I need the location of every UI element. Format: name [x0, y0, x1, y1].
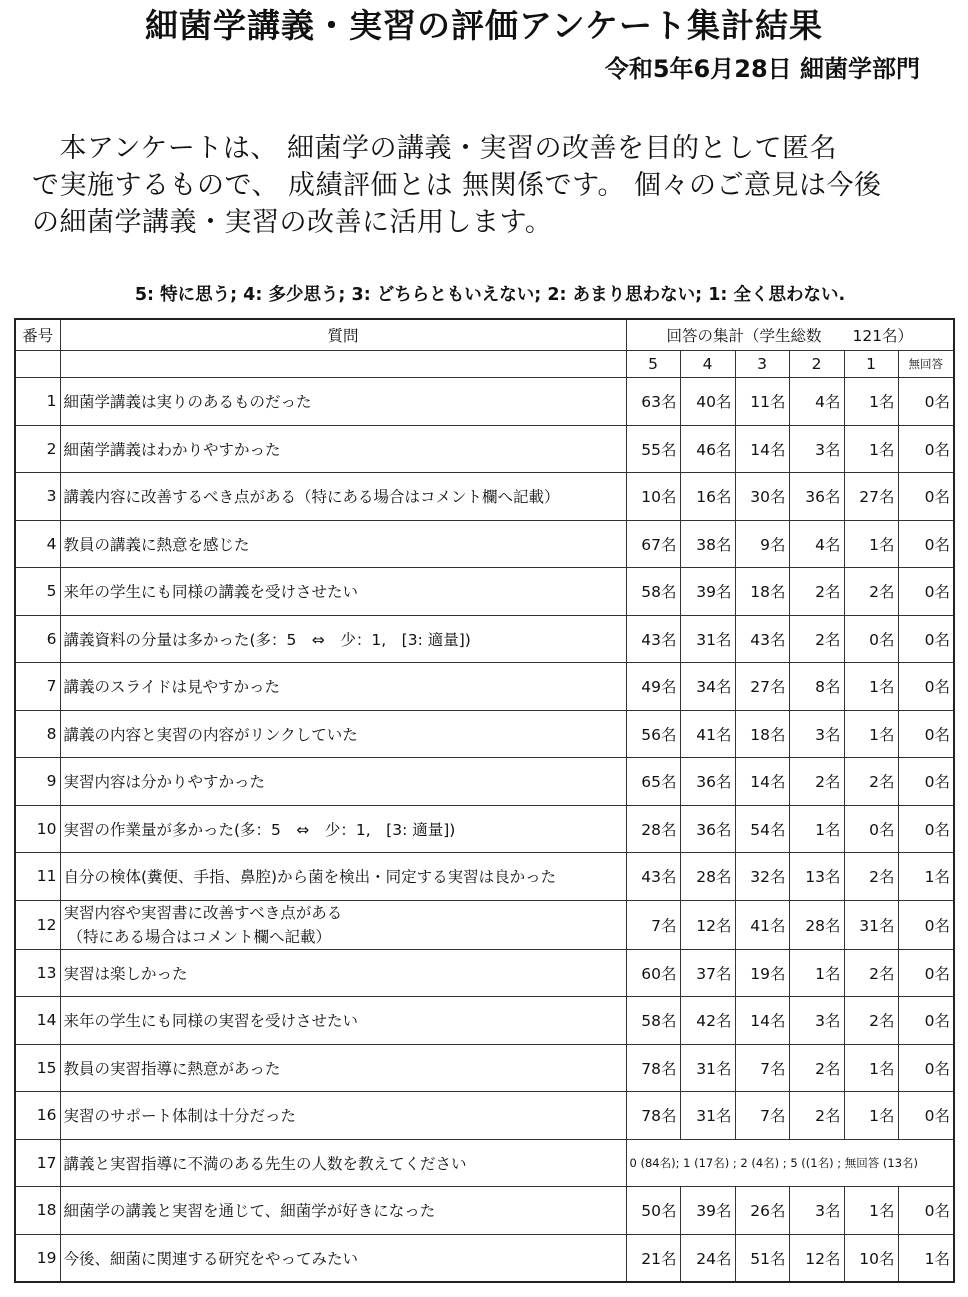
row-count-1: 31名 — [844, 900, 898, 949]
row-count-no-answer: 0名 — [898, 949, 954, 997]
row-count-1: 1名 — [844, 663, 898, 711]
table-row — [15, 1187, 954, 1235]
row-count-no-answer: 1名 — [898, 1234, 954, 1282]
row-number: 10 — [15, 805, 60, 853]
row-count-4: 39名 — [680, 568, 735, 616]
row-count-3: 41名 — [735, 900, 789, 949]
table-header-row — [15, 319, 954, 351]
row-count-1: 0名 — [844, 615, 898, 663]
row-question-line-2: （特にある場合はコメント欄へ記載） — [67, 927, 332, 946]
row-question: 細菌学講義は実りのあるものだった — [60, 378, 626, 426]
intro-line-3: の細菌学講義・実習の改善に活用します。 — [32, 207, 553, 238]
row-number: 7 — [15, 663, 60, 711]
row-count-no-answer: 0名 — [898, 997, 954, 1045]
table-row — [15, 1139, 954, 1187]
score-col-4: 4 — [680, 351, 735, 378]
row-count-1: 2名 — [844, 568, 898, 616]
row-question — [60, 900, 626, 949]
score-col-3: 3 — [735, 351, 789, 378]
row-number: 18 — [15, 1187, 60, 1235]
row-count-5: 10名 — [626, 473, 680, 521]
row-number: 5 — [15, 568, 60, 616]
row-question: 教員の実習指導に熱意があった — [60, 1044, 626, 1092]
score-col-1: 1 — [844, 351, 898, 378]
survey-results-table — [14, 318, 955, 1283]
header-number: 番号 — [15, 319, 60, 351]
row-count-4: 37名 — [680, 949, 735, 997]
date-department: 令和5年6月28日 細菌学部門 — [604, 55, 920, 83]
row-count-4: 31名 — [680, 615, 735, 663]
row-count-no-answer: 1名 — [898, 853, 954, 901]
row-count-no-answer: 0名 — [898, 805, 954, 853]
row-number: 11 — [15, 853, 60, 901]
table-row — [15, 378, 954, 426]
row-count-no-answer: 0名 — [898, 378, 954, 426]
row-count-no-answer: 0名 — [898, 615, 954, 663]
row-count-2: 3名 — [789, 1187, 844, 1235]
row-count-3: 26名 — [735, 1187, 789, 1235]
row-count-3: 18名 — [735, 568, 789, 616]
row-count-2: 4名 — [789, 520, 844, 568]
row-count-3: 19名 — [735, 949, 789, 997]
row-number: 14 — [15, 997, 60, 1045]
row-count-2: 3名 — [789, 997, 844, 1045]
row-count-no-answer: 0名 — [898, 473, 954, 521]
row-count-2: 2名 — [789, 1092, 844, 1140]
row-count-3: 30名 — [735, 473, 789, 521]
table-row — [15, 568, 954, 616]
row-number: 4 — [15, 520, 60, 568]
table-row — [15, 805, 954, 853]
row-count-2: 2名 — [789, 1044, 844, 1092]
row-summary-text: 0 (84名); 1 (17名) ; 2 (4名) ; 5 ((1名) ; 無回答 (13名) — [626, 1139, 954, 1187]
row-count-1: 1名 — [844, 520, 898, 568]
row-count-no-answer: 0名 — [898, 568, 954, 616]
row-count-4: 40名 — [680, 378, 735, 426]
row-count-5: 56名 — [626, 710, 680, 758]
row-count-4: 24名 — [680, 1234, 735, 1282]
row-count-5: 50名 — [626, 1187, 680, 1235]
table-row — [15, 615, 954, 663]
row-count-2: 2名 — [789, 568, 844, 616]
score-col-2: 2 — [789, 351, 844, 378]
row-count-3: 51名 — [735, 1234, 789, 1282]
row-count-2: 12名 — [789, 1234, 844, 1282]
row-count-no-answer: 0名 — [898, 663, 954, 711]
row-count-5: 58名 — [626, 997, 680, 1045]
score-col-5: 5 — [626, 351, 680, 378]
row-count-4: 16名 — [680, 473, 735, 521]
table-row — [15, 997, 954, 1045]
row-count-5: 63名 — [626, 378, 680, 426]
row-question: 実習の作業量が多かった(多：5 ⇔ 少：1, [3: 適量]) — [60, 805, 626, 853]
row-question: 講義のスライドは見やすかった — [60, 663, 626, 711]
subheader-blank-number — [15, 351, 60, 378]
row-count-5: 55名 — [626, 425, 680, 473]
intro-line-1: 本アンケートは、 細菌学の講義・実習の改善を目的として匿名 — [32, 133, 837, 164]
row-count-5: 7名 — [626, 900, 680, 949]
row-count-1: 2名 — [844, 853, 898, 901]
row-number: 15 — [15, 1044, 60, 1092]
page-title: 細菌学講義・実習の評価アンケート集計結果 — [144, 6, 824, 45]
row-number: 16 — [15, 1092, 60, 1140]
row-count-4: 41名 — [680, 710, 735, 758]
row-question: 講義内容に改善するべき点がある（特にある場合はコメント欄へ記載） — [60, 473, 626, 521]
row-count-5: 78名 — [626, 1092, 680, 1140]
intro-line-2: で実施するもので、 成績評価とは 無関係です。 個々のご意見は今後 — [32, 170, 882, 201]
row-count-1: 1名 — [844, 1187, 898, 1235]
table-row — [15, 1234, 954, 1282]
row-count-5: 60名 — [626, 949, 680, 997]
row-count-1: 0名 — [844, 805, 898, 853]
row-count-1: 2名 — [844, 949, 898, 997]
row-count-no-answer: 0名 — [898, 900, 954, 949]
row-number: 6 — [15, 615, 60, 663]
row-count-no-answer: 0名 — [898, 1092, 954, 1140]
row-count-1: 1名 — [844, 425, 898, 473]
score-col-no-answer: 無回答 — [898, 351, 954, 378]
row-count-5: 21名 — [626, 1234, 680, 1282]
subheader-blank-question — [60, 351, 626, 378]
row-number: 2 — [15, 425, 60, 473]
intro-paragraph — [32, 130, 944, 241]
row-count-5: 49名 — [626, 663, 680, 711]
row-count-4: 42名 — [680, 997, 735, 1045]
row-question: 来年の学生にも同様の実習を受けさせたい — [60, 997, 626, 1045]
row-count-5: 28名 — [626, 805, 680, 853]
row-count-4: 31名 — [680, 1092, 735, 1140]
row-question: 講義の内容と実習の内容がリンクしていた — [60, 710, 626, 758]
row-count-3: 32名 — [735, 853, 789, 901]
row-count-2: 3名 — [789, 425, 844, 473]
row-question: 講義と実習指導に不満のある先生の人数を教えてください — [60, 1139, 626, 1187]
row-count-1: 1名 — [844, 1092, 898, 1140]
row-question: 自分の検体(糞便、手指、鼻腔)から菌を検出・同定する実習は良かった — [60, 853, 626, 901]
row-count-3: 18名 — [735, 710, 789, 758]
row-count-1: 1名 — [844, 378, 898, 426]
row-question: 来年の学生にも同様の講義を受けさせたい — [60, 568, 626, 616]
row-question: 講義資料の分量は多かった(多：5 ⇔ 少：1, [3: 適量]) — [60, 615, 626, 663]
row-count-4: 34名 — [680, 663, 735, 711]
row-question: 細菌学の講義と実習を通じて、細菌学が好きになった — [60, 1187, 626, 1235]
row-question: 今後、細菌に関連する研究をやってみたい — [60, 1234, 626, 1282]
table-row — [15, 425, 954, 473]
row-number: 9 — [15, 758, 60, 806]
table-row — [15, 949, 954, 997]
row-count-4: 31名 — [680, 1044, 735, 1092]
row-count-no-answer: 0名 — [898, 1187, 954, 1235]
row-count-3: 43名 — [735, 615, 789, 663]
row-question: 教員の講義に熱意を感じた — [60, 520, 626, 568]
table-subheader-row — [15, 351, 954, 378]
row-count-4: 46名 — [680, 425, 735, 473]
table-row — [15, 520, 954, 568]
row-count-5: 78名 — [626, 1044, 680, 1092]
row-question: 実習のサポート体制は十分だった — [60, 1092, 626, 1140]
row-count-4: 36名 — [680, 758, 735, 806]
row-count-2: 8名 — [789, 663, 844, 711]
row-count-3: 11名 — [735, 378, 789, 426]
row-count-4: 28名 — [680, 853, 735, 901]
row-count-no-answer: 0名 — [898, 1044, 954, 1092]
table-row — [15, 853, 954, 901]
row-number: 12 — [15, 900, 60, 949]
table-row — [15, 710, 954, 758]
header-summary: 回答の集計（学生総数 121名） — [626, 319, 954, 351]
row-count-2: 3名 — [789, 710, 844, 758]
row-count-3: 9名 — [735, 520, 789, 568]
row-count-2: 2名 — [789, 615, 844, 663]
row-number: 1 — [15, 378, 60, 426]
row-count-3: 7名 — [735, 1044, 789, 1092]
row-number: 17 — [15, 1139, 60, 1187]
table-row — [15, 1044, 954, 1092]
row-count-no-answer: 0名 — [898, 520, 954, 568]
row-count-1: 10名 — [844, 1234, 898, 1282]
table-row — [15, 473, 954, 521]
row-count-5: 65名 — [626, 758, 680, 806]
row-count-4: 36名 — [680, 805, 735, 853]
row-count-2: 36名 — [789, 473, 844, 521]
row-count-2: 2名 — [789, 758, 844, 806]
row-number: 13 — [15, 949, 60, 997]
header-question: 質問 — [60, 319, 626, 351]
row-number: 8 — [15, 710, 60, 758]
row-count-5: 67名 — [626, 520, 680, 568]
row-count-1: 2名 — [844, 758, 898, 806]
scale-legend: 5: 特に思う; 4: 多少思う; 3: どちらともいえない; 2: あまり思わない; 1: 全く思わない. — [134, 285, 846, 305]
row-count-3: 14名 — [735, 758, 789, 806]
row-question: 実習は楽しかった — [60, 949, 626, 997]
row-question-line-1: 実習内容や実習書に改善すべき点がある — [63, 903, 343, 922]
row-number: 19 — [15, 1234, 60, 1282]
row-count-5: 43名 — [626, 853, 680, 901]
row-question: 細菌学講義はわかりやすかった — [60, 425, 626, 473]
row-count-1: 27名 — [844, 473, 898, 521]
row-count-1: 1名 — [844, 710, 898, 758]
row-count-3: 14名 — [735, 997, 789, 1045]
row-count-1: 1名 — [844, 1044, 898, 1092]
table-row — [15, 1092, 954, 1140]
row-count-2: 1名 — [789, 805, 844, 853]
row-count-2: 13名 — [789, 853, 844, 901]
table-row — [15, 663, 954, 711]
row-count-3: 14名 — [735, 425, 789, 473]
row-question: 実習内容は分かりやすかった — [60, 758, 626, 806]
row-count-1: 2名 — [844, 997, 898, 1045]
row-count-5: 43名 — [626, 615, 680, 663]
row-count-2: 1名 — [789, 949, 844, 997]
row-number: 3 — [15, 473, 60, 521]
row-count-4: 38名 — [680, 520, 735, 568]
row-count-3: 27名 — [735, 663, 789, 711]
row-count-3: 54名 — [735, 805, 789, 853]
row-count-no-answer: 0名 — [898, 758, 954, 806]
row-count-3: 7名 — [735, 1092, 789, 1140]
row-count-2: 4名 — [789, 378, 844, 426]
table-row — [15, 900, 954, 949]
row-count-4: 39名 — [680, 1187, 735, 1235]
row-count-4: 12名 — [680, 900, 735, 949]
row-count-5: 58名 — [626, 568, 680, 616]
row-count-no-answer: 0名 — [898, 425, 954, 473]
table-row — [15, 758, 954, 806]
row-count-2: 28名 — [789, 900, 844, 949]
row-count-no-answer: 0名 — [898, 710, 954, 758]
